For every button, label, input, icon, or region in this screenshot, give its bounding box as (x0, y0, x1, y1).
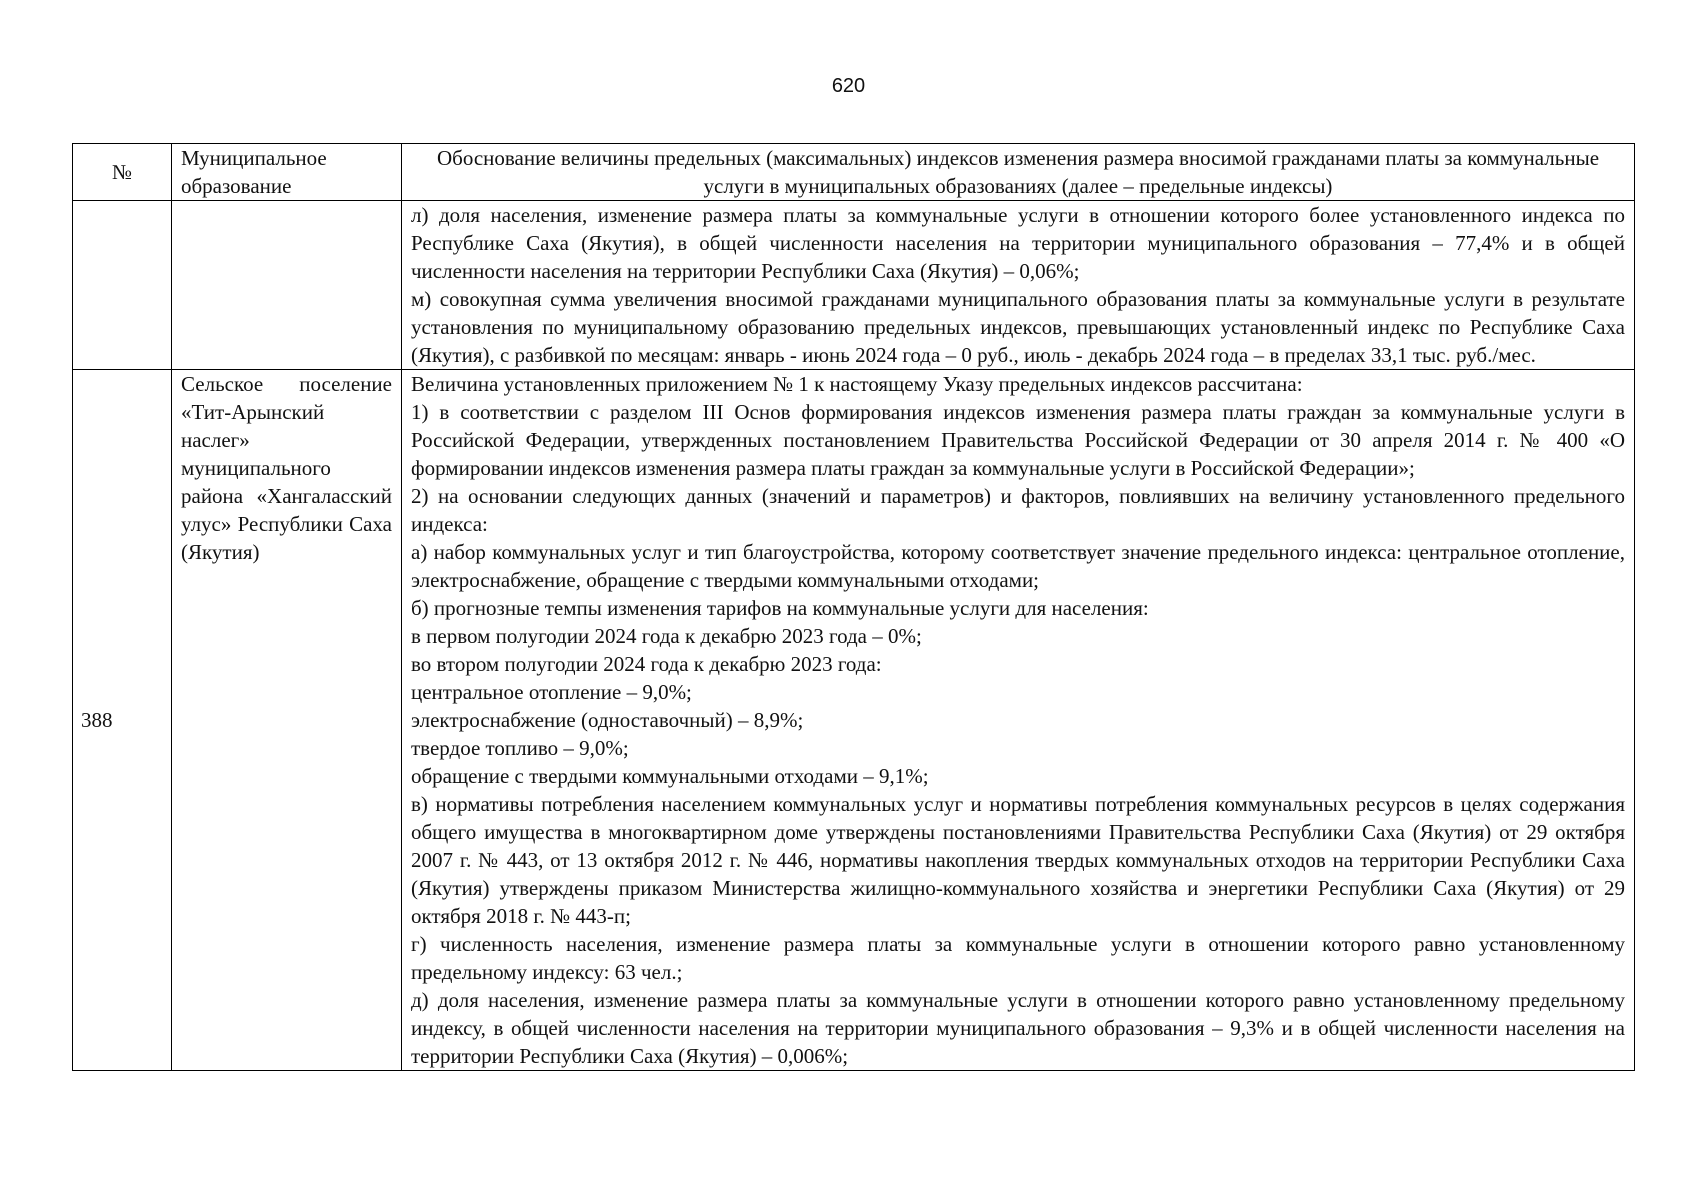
paragraph: в первом полугодии 2024 года к декабрю 2023 года – 0%; (411, 624, 922, 648)
paragraph: б) прогнозные темпы изменения тарифов на коммунальные услуги для населения: (411, 596, 1149, 620)
paragraph: а) набор коммунальных услуг и тип благоустройства, которому соответствует значение предельного индекса: центральное отопление, электроснабжение, обращение с твердыми коммунальными отходами; (411, 540, 1625, 592)
paragraph: 2) на основании следующих данных (значений и параметров) и факторов, повлиявших на величину установленного предельного индекса: (411, 484, 1625, 536)
paragraph: обращение с твердыми коммунальными отходами – 9,1%; (411, 764, 929, 788)
paragraph: твердое топливо – 9,0%; (411, 736, 629, 760)
municipality-cell: Сельское поселение «Тит-Арынский наслег» муниципального района «Хангаласский улус» Республики Саха (Якутия) (172, 370, 402, 1071)
paragraph: м) совокупная сумма увеличения вносимой гражданами муниципального образования платы за коммунальные услуги в результате установления по муниципальному образованию предельных индексов, превышающих установленный индекс по Республике Саха (Якутия), с разбивкой по месяцам: январь - июнь 2024 года – 0 руб., июль - декабрь 2024 года – в пределах 33,1 тыс. руб./мес. (411, 287, 1625, 367)
justification-cell (402, 370, 1635, 1071)
table-row (73, 201, 1635, 370)
municipality-cell (172, 201, 402, 370)
paragraph: центральное отопление – 9,0%; (411, 680, 692, 704)
header-municipality: Муниципальное образование (172, 144, 402, 201)
justification-cell (402, 201, 1635, 370)
paragraph: Величина установленных приложением № 1 к настоящему Указу предельных индексов рассчитана: (411, 372, 1303, 396)
page-number: 620 (831, 75, 866, 97)
header-justification: Обоснование величины предельных (максимальных) индексов изменения размера вносимой гражданами платы за коммунальные услуги в муниципальных образованиях (далее – предельные индексы) (402, 144, 1635, 201)
paragraph: 1) в соответствии с разделом III Основ формирования индексов изменения размера платы граждан за коммунальные услуги в Российской Федерации, утвержденных постановлением Правительства Российской Федерации от 30 апреля 2014 г. № 400 «О формировании индексов изменения размера платы граждан за коммунальные услуги в Российской Федерации»; (411, 400, 1625, 480)
paragraph: во втором полугодии 2024 года к декабрю 2023 года: (411, 652, 882, 676)
paragraph: в) нормативы потребления населением коммунальных услуг и нормативы потребления коммунальных ресурсов в целях содержания общего имущества в многоквартирном доме утверждены постановлениями Правительства Республики Саха (Якутия) от 29 октября 2007 г. № 443, от 13 октября 2012 г. № 446, нормативы накопления твердых коммунальных отходов на территории Республики Саха (Якутия) утверждены приказом Министерства жилищно-коммунального хозяйства и энергетики Республики Саха (Якутия) от 29 октября 2018 г. № 443-п; (411, 792, 1625, 928)
header-number: № (73, 144, 172, 201)
row-number-cell: 388 (73, 370, 172, 1071)
table-header-row (73, 144, 1635, 201)
table-row (73, 370, 1635, 1071)
paragraph: д) доля населения, изменение размера платы за коммунальные услуги в отношении которого равно установленному предельному индексу, в общей численности населения на территории муниципального образования – 9,3% и в общей численности населения на территории Республики Саха (Якутия) – 0,006%; (411, 988, 1625, 1068)
paragraph: электроснабжение (одноставочный) – 8,9%; (411, 708, 804, 732)
paragraph: г) численность населения, изменение размера платы за коммунальные услуги в отношении которого равно установленному предельному индексу: 63 чел.; (411, 932, 1625, 984)
paragraph: л) доля населения, изменение размера платы за коммунальные услуги в отношении которого более установленного индекса по Республике Саха (Якутия), в общей численности населения на территории муниципального образования – 77,4% и в общей численности населения на территории Республики Саха (Якутия) – 0,06%; (411, 203, 1625, 283)
tariff-index-table (72, 143, 1635, 1071)
row-number-cell (73, 201, 172, 370)
